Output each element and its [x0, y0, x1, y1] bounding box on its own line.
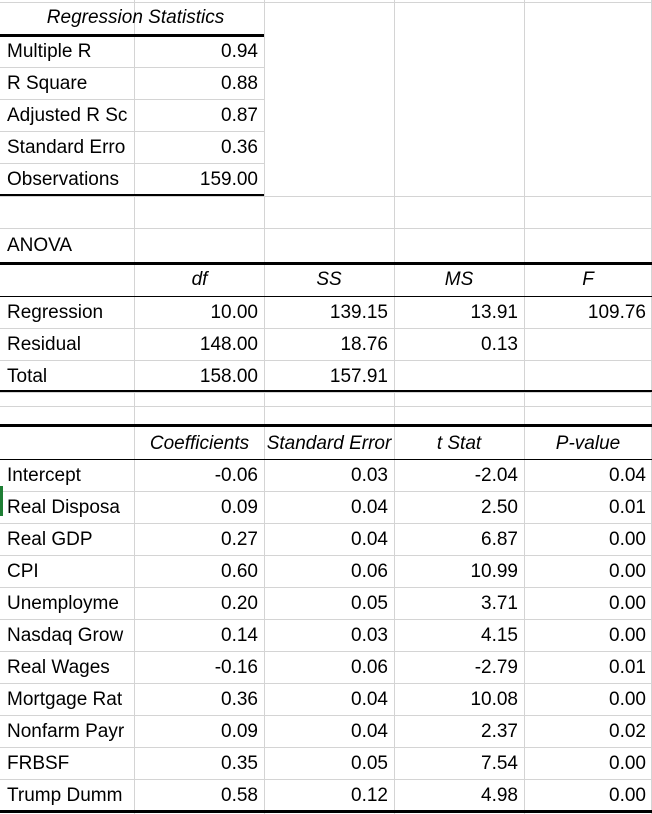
coef-pvalue-cell[interactable]: 0.01 [609, 497, 646, 518]
anova-header-ms[interactable]: MS [444, 269, 474, 290]
coef-pvalue-cell[interactable]: 0.00 [609, 785, 646, 806]
anova-title[interactable]: ANOVA [7, 235, 73, 256]
coef-row-label[interactable]: Trump Dumm [7, 785, 123, 806]
anova-ss-cell[interactable]: 139.15 [329, 302, 388, 323]
coef-value-cell[interactable]: 0.58 [221, 785, 258, 806]
anova-ss-cell[interactable]: 18.76 [340, 334, 388, 355]
coef-se-cell[interactable]: 0.03 [351, 465, 388, 486]
gridline [0, 392, 652, 393]
coef-header-p-value[interactable]: P-value [555, 433, 621, 454]
coef-tstat-cell[interactable]: -2.79 [474, 657, 518, 678]
anova-df-cell[interactable]: 10.00 [210, 302, 258, 323]
coef-top-border [0, 424, 652, 427]
gridline [0, 406, 652, 407]
coef-row-label[interactable]: CPI [7, 561, 39, 582]
regstat-value[interactable]: 0.87 [221, 105, 258, 126]
coef-pvalue-cell[interactable]: 0.01 [609, 657, 646, 678]
coef-header-coefficients[interactable]: Coefficients [149, 433, 250, 454]
coef-tstat-cell[interactable]: 4.15 [481, 625, 518, 646]
anova-f-cell[interactable] [524, 361, 652, 393]
coef-se-cell[interactable]: 0.05 [351, 753, 388, 774]
coef-row-label[interactable]: Nasdaq Grow [7, 625, 124, 646]
anova-df-cell[interactable]: 148.00 [199, 334, 258, 355]
row-selection-marker [0, 486, 3, 516]
coef-row-label[interactable]: FRBSF [7, 753, 70, 774]
coef-pvalue-cell[interactable]: 0.00 [609, 753, 646, 774]
coef-value-cell[interactable]: 0.35 [221, 753, 258, 774]
anova-f-cell[interactable] [524, 329, 652, 361]
anova-row-label[interactable]: Regression [7, 302, 104, 323]
coef-se-cell[interactable]: 0.04 [351, 529, 388, 550]
regstat-label[interactable]: Multiple R [7, 41, 92, 62]
regstat-value[interactable]: 0.88 [221, 73, 258, 94]
coef-pvalue-cell[interactable]: 0.00 [609, 529, 646, 550]
coef-pvalue-cell[interactable]: 0.00 [609, 593, 646, 614]
coef-row-label[interactable]: Mortgage Rat [7, 689, 123, 710]
coef-row-label[interactable]: Nonfarm Payr [7, 721, 125, 742]
coef-tstat-cell[interactable]: 7.54 [481, 753, 518, 774]
coef-row-label[interactable]: Real Wages [7, 657, 110, 678]
coef-value-cell[interactable]: 0.09 [221, 721, 258, 742]
coef-value-cell[interactable]: 0.09 [221, 497, 258, 518]
coef-value-cell[interactable]: 0.20 [221, 593, 258, 614]
coef-row-label[interactable]: Real GDP [7, 529, 93, 550]
coef-value-cell[interactable]: 0.27 [221, 529, 258, 550]
regstat-value[interactable]: 0.94 [221, 41, 258, 62]
coef-value-cell[interactable]: 0.60 [221, 561, 258, 582]
coef-se-cell[interactable]: 0.12 [351, 785, 388, 806]
coef-pvalue-cell[interactable]: 0.00 [609, 561, 646, 582]
regstat-label[interactable]: Standard Erro [7, 137, 126, 158]
coef-value-cell[interactable]: -0.16 [214, 657, 258, 678]
coef-tstat-cell[interactable]: -2.04 [474, 465, 518, 486]
anova-header-df[interactable]: df [191, 269, 208, 290]
anova-ss-cell[interactable]: 157.91 [329, 366, 388, 387]
anova-header-ss[interactable]: SS [316, 269, 342, 290]
coef-se-cell[interactable]: 0.03 [351, 625, 388, 646]
coef-se-cell[interactable]: 0.06 [351, 561, 388, 582]
gridline [0, 196, 652, 197]
regstat-label[interactable]: R Square [7, 73, 88, 94]
anova-ms-cell[interactable] [394, 361, 524, 393]
coef-pvalue-cell[interactable]: 0.00 [609, 689, 646, 710]
coef-pvalue-cell[interactable]: 0.04 [609, 465, 646, 486]
coef-tstat-cell[interactable]: 10.99 [470, 561, 518, 582]
gridline [0, 2, 652, 3]
regression-statistics-title[interactable]: Regression Statistics [46, 7, 225, 28]
coef-value-cell[interactable]: 0.14 [221, 625, 258, 646]
coef-pvalue-cell[interactable]: 0.00 [609, 625, 646, 646]
coef-se-cell[interactable]: 0.04 [351, 721, 388, 742]
coef-se-cell[interactable]: 0.05 [351, 593, 388, 614]
coef-row-label[interactable]: Intercept [7, 465, 81, 486]
anova-row-label[interactable]: Total [7, 366, 48, 387]
anova-ms-cell[interactable]: 0.13 [481, 334, 518, 355]
anova-df-cell[interactable]: 158.00 [199, 366, 258, 387]
regstat-value[interactable]: 0.36 [221, 137, 258, 158]
anova-row-label[interactable]: Residual [7, 334, 81, 355]
coef-header-standard-error[interactable]: Standard Error [266, 433, 392, 454]
regstat-label[interactable]: Adjusted R Sc [7, 105, 128, 126]
coef-tstat-cell[interactable]: 4.98 [481, 785, 518, 806]
anova-ms-cell[interactable]: 13.91 [470, 302, 518, 323]
coef-tstat-cell[interactable]: 6.87 [481, 529, 518, 550]
coef-tstat-cell[interactable]: 10.08 [470, 689, 518, 710]
regstat-value[interactable]: 159.00 [199, 169, 258, 190]
anova-header-f[interactable]: F [582, 269, 594, 290]
regstat-label[interactable]: Observations [7, 169, 119, 190]
coef-value-cell[interactable]: -0.06 [214, 465, 258, 486]
coef-tstat-cell[interactable]: 2.50 [481, 497, 518, 518]
coef-se-cell[interactable]: 0.04 [351, 497, 388, 518]
coef-header-t-stat[interactable]: t Stat [436, 433, 482, 454]
coef-pvalue-cell[interactable]: 0.02 [609, 721, 646, 742]
coef-value-cell[interactable]: 0.36 [221, 689, 258, 710]
coef-row-label[interactable]: Unemployme [7, 593, 119, 614]
coef-se-cell[interactable]: 0.04 [351, 689, 388, 710]
coef-se-cell[interactable]: 0.06 [351, 657, 388, 678]
gridline [0, 228, 652, 229]
coef-tstat-cell[interactable]: 3.71 [481, 593, 518, 614]
coef-tstat-cell[interactable]: 2.37 [481, 721, 518, 742]
coef-row-label[interactable]: Real Disposa [7, 497, 120, 518]
anova-f-cell[interactable]: 109.76 [587, 302, 646, 323]
coef-bottom-border [0, 810, 652, 813]
